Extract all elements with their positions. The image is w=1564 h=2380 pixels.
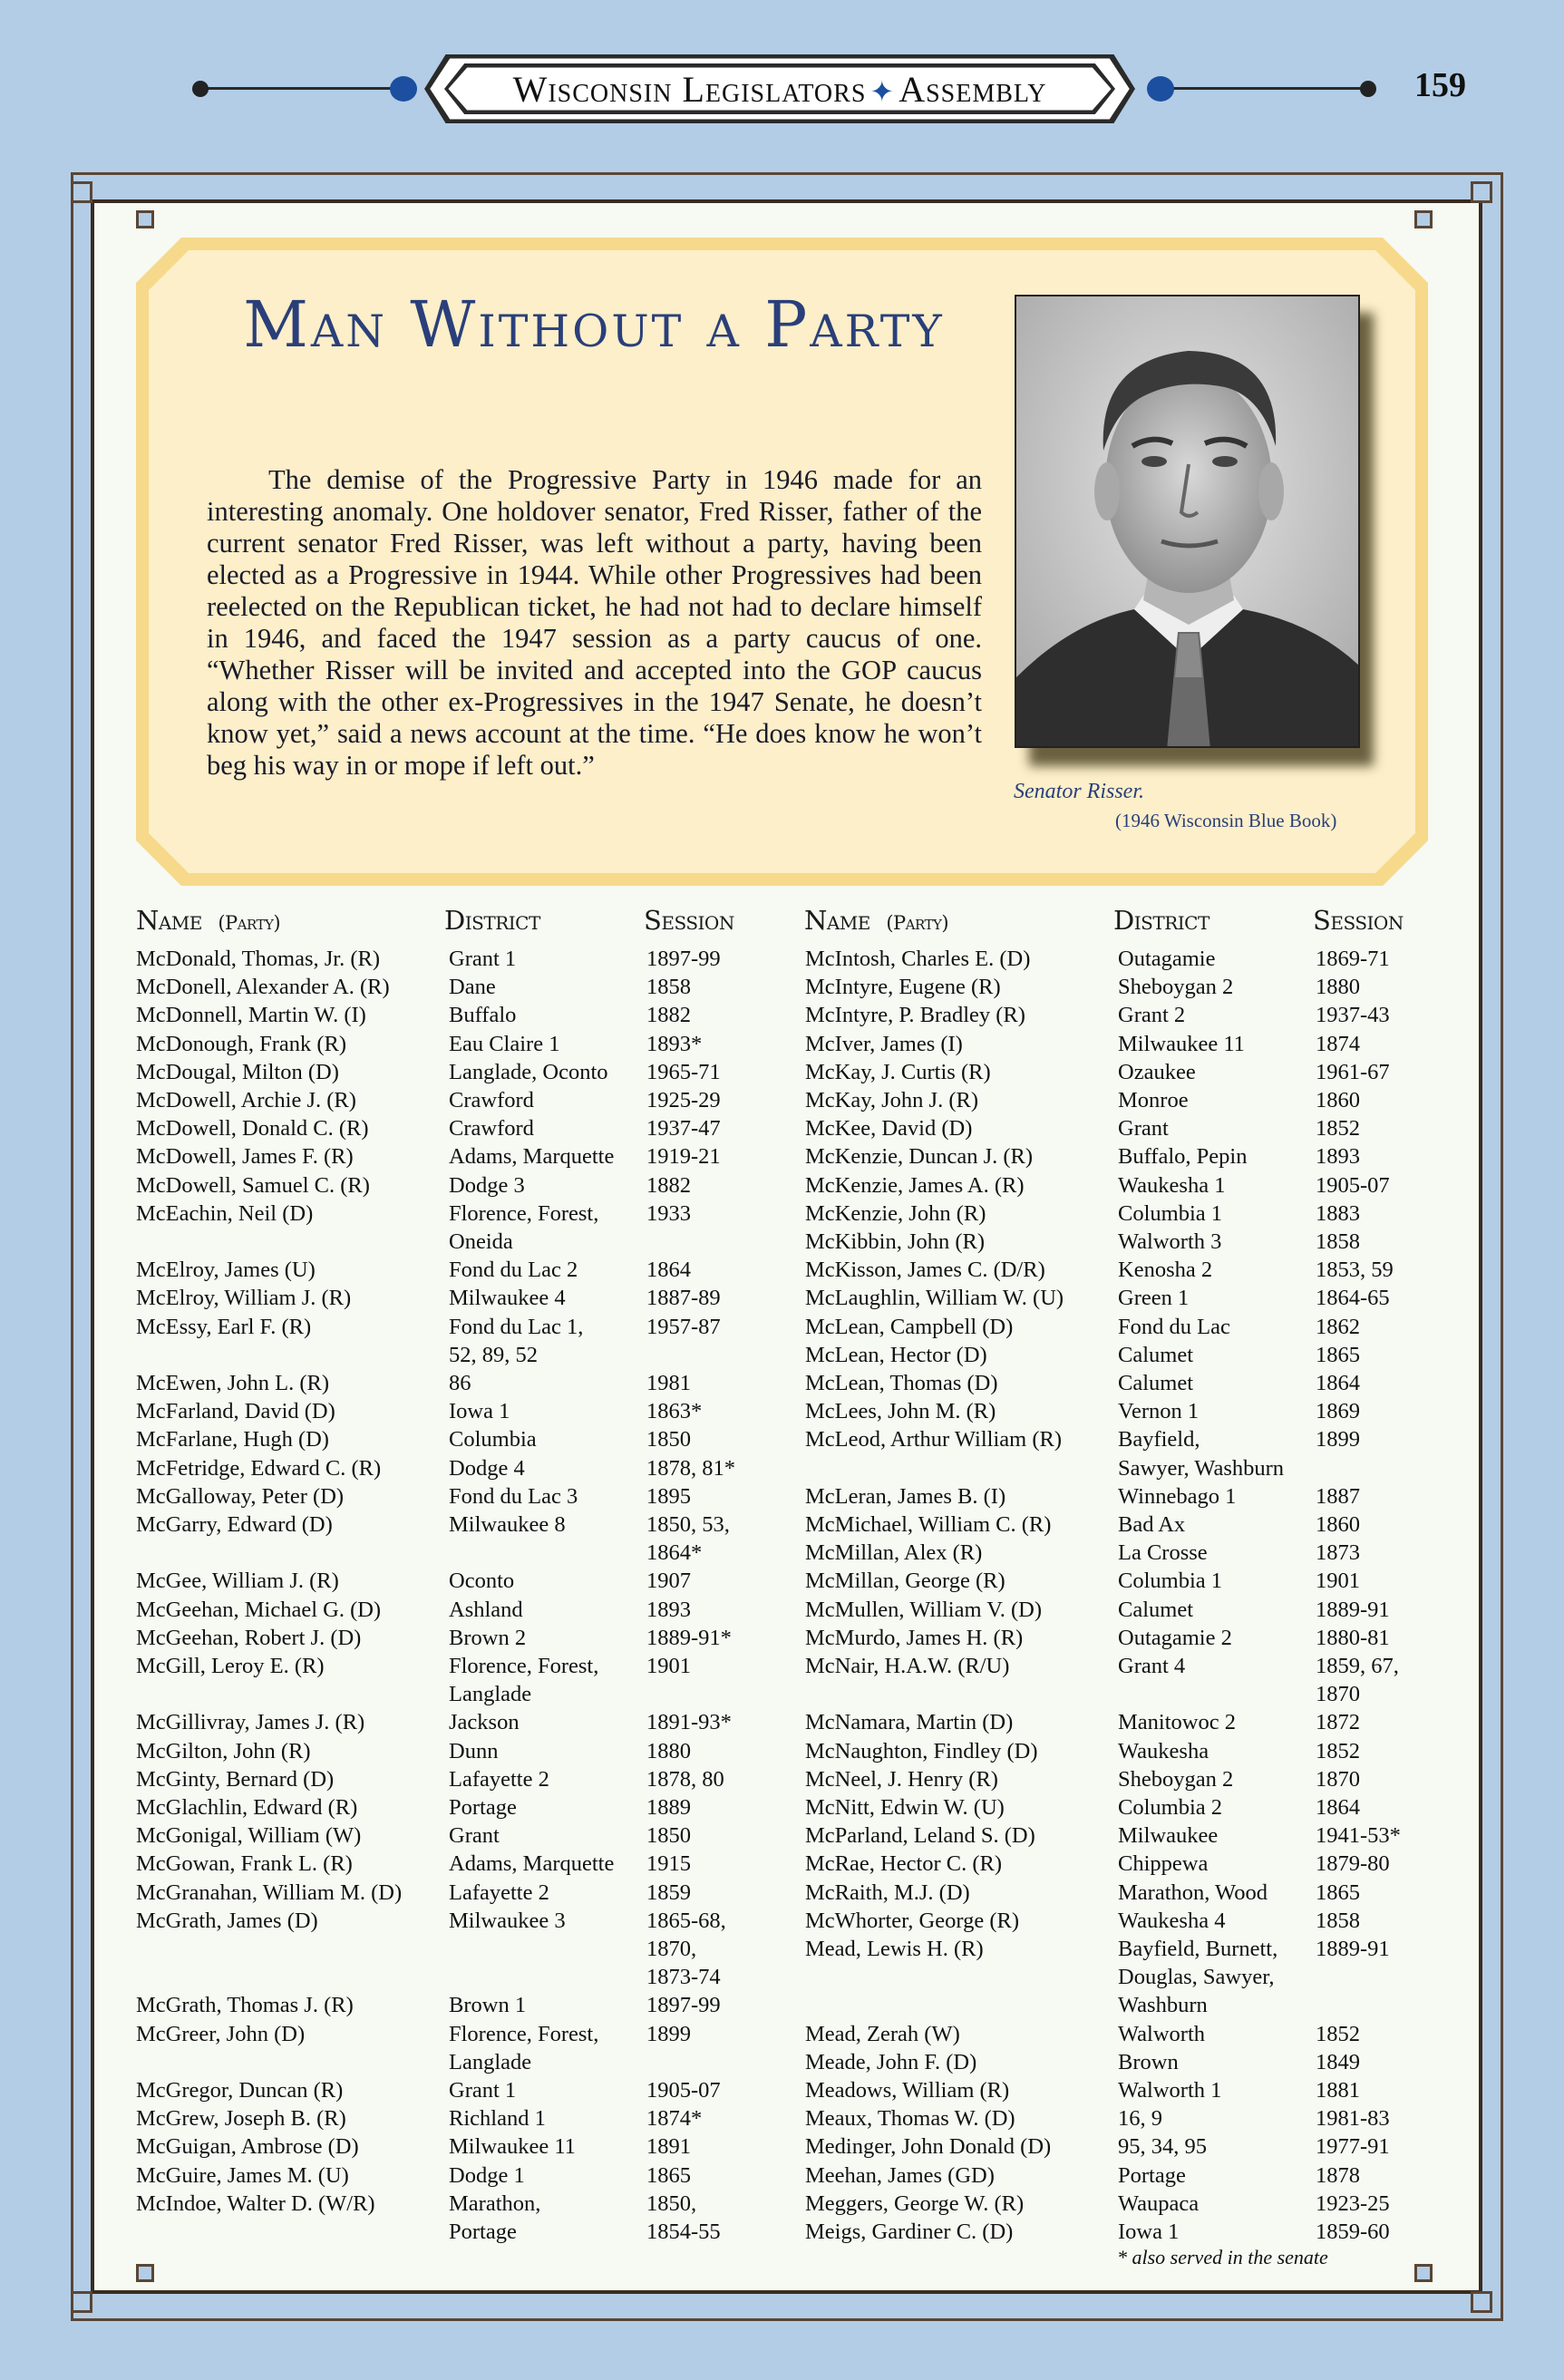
district-cell: Ozaukee — [1118, 1059, 1196, 1084]
photo-source: (1946 Wisconsin Blue Book) — [1115, 810, 1337, 831]
legislator-name: McMurdo, James H. (R) — [805, 1625, 1024, 1650]
district-cell: Fond du Lac 1, — [449, 1314, 584, 1339]
legislator-name: McDonald, Thomas, Jr. (R) — [136, 947, 381, 971]
district-cell: Sheboygan 2 — [1118, 975, 1234, 1000]
district-cell: Washburn — [1118, 1993, 1208, 2018]
col-head-session-right: Session — [1313, 905, 1404, 936]
session-cell: 1957-87 — [646, 1314, 721, 1339]
session-cell: 1880 — [646, 1738, 691, 1763]
legislator-name: McRae, Hector C. (R) — [805, 1851, 1003, 1877]
district-cell: Calumet — [1118, 1371, 1194, 1395]
district-cell: Walworth 1 — [1118, 2078, 1222, 2103]
district-cell: 16, 9 — [1118, 2106, 1162, 2132]
legislator-name: McMillan, George (R) — [805, 1569, 1005, 1594]
legislator-name: McGreer, John (D) — [136, 2021, 306, 2046]
district-cell: Columbia 1 — [1118, 1200, 1223, 1226]
session-cell: 1849 — [1316, 2049, 1360, 2074]
district-cell: Marathon, Wood — [1118, 1880, 1268, 1905]
session-cell: 1887-89 — [646, 1286, 721, 1311]
district-cell: Milwaukee 3 — [449, 1908, 566, 1933]
legislator-name: McIntyre, P. Bradley (R) — [805, 1003, 1025, 1028]
session-cell: 1874 — [1316, 1031, 1360, 1056]
portrait-image — [1016, 296, 1360, 748]
district-cell: Grant 1 — [449, 2078, 517, 2103]
district-cell: Bayfield, Burnett, — [1118, 1937, 1278, 1961]
session-cell: 1897-99 — [646, 947, 721, 971]
session-cell: 1854-55 — [646, 2219, 721, 2244]
district-cell: Lafayette 2 — [449, 1766, 549, 1792]
session-cell: 1893 — [646, 1597, 691, 1622]
session-cell: 1870 — [1316, 1766, 1360, 1792]
session-cell: 1977-91 — [1316, 2134, 1390, 2160]
legislator-name: McGlachlin, Edward (R) — [136, 1795, 358, 1820]
legislator-name: McGeehan, Michael G. (D) — [136, 1597, 382, 1622]
district-cell: Iowa 1 — [449, 1399, 510, 1424]
district-cell: Sawyer, Washburn — [1118, 1455, 1285, 1481]
district-cell: Bayfield, — [1118, 1427, 1200, 1452]
session-cell: 1870 — [1316, 1682, 1360, 1707]
legislator-name: McNeel, J. Henry (R) — [805, 1766, 998, 1792]
district-cell: Ashland — [449, 1597, 523, 1622]
session-cell: 1933 — [646, 1200, 691, 1226]
legislator-name: McElroy, James (U) — [136, 1258, 316, 1283]
district-cell: Jackson — [449, 1710, 520, 1735]
legislator-name: McGee, William J. (R) — [136, 1569, 339, 1594]
district-cell: Portage — [449, 1795, 517, 1820]
district-cell: Milwaukee — [1118, 1823, 1219, 1849]
district-cell: Adams, Marquette — [449, 1851, 615, 1877]
district-cell: Fond du Lac 3 — [449, 1483, 578, 1509]
session-cell: 1858 — [1316, 1229, 1360, 1254]
session-cell: 1941-53* — [1316, 1823, 1401, 1849]
session-cell: 1981-83 — [1316, 2106, 1390, 2132]
frame-corner — [1414, 210, 1433, 228]
legislator-name: Meggers, George W. (R) — [805, 2191, 1025, 2216]
session-cell: 1859 — [646, 1880, 691, 1905]
session-cell: 1937-43 — [1316, 1003, 1390, 1028]
legislator-name: McGillivray, James J. (R) — [136, 1710, 365, 1735]
session-cell: 1860 — [1316, 1512, 1360, 1537]
session-cell: 1899 — [1316, 1427, 1360, 1452]
legislator-name: McGregor, Duncan (R) — [136, 2078, 344, 2103]
legislator-name: Meade, John F. (D) — [805, 2049, 977, 2074]
district-cell: Calumet — [1118, 1597, 1194, 1622]
district-cell: Manitowoc 2 — [1118, 1710, 1236, 1735]
session-cell: 1893* — [646, 1031, 703, 1056]
legislator-name: McElroy, William J. (R) — [136, 1286, 352, 1311]
session-cell: 1858 — [1316, 1908, 1360, 1933]
session-cell: 1860 — [1316, 1088, 1360, 1112]
running-head-left: Wisconsin Legislators — [512, 68, 867, 110]
legislator-name: McDowell, Samuel C. (R) — [136, 1172, 370, 1198]
col-head-name-left: Name (Party) — [136, 905, 281, 936]
legislator-name: McDonnell, Martin W. (I) — [136, 1003, 366, 1028]
legislator-name: McKee, David (D) — [805, 1116, 973, 1141]
legislator-name: McLeran, James B. (I) — [805, 1483, 1006, 1509]
legislator-name: McGrath, James (D) — [136, 1908, 318, 1933]
session-cell: 1895 — [646, 1483, 691, 1509]
legislator-name: McDonell, Alexander A. (R) — [136, 975, 390, 1000]
district-cell: Adams, Marquette — [449, 1144, 615, 1170]
session-cell: 1879-80 — [1316, 1851, 1390, 1877]
legislator-name: McLaughlin, William W. (U) — [805, 1286, 1064, 1311]
district-cell: Marathon, — [449, 2191, 541, 2216]
session-cell: 1862 — [1316, 1314, 1360, 1339]
session-cell: 1850 — [646, 1823, 691, 1849]
session-cell: 1883 — [1316, 1200, 1360, 1226]
district-cell: Crawford — [449, 1116, 534, 1141]
legislator-name: McDowell, James F. (R) — [136, 1144, 354, 1170]
legislator-name: McKenzie, Duncan J. (R) — [805, 1144, 1034, 1170]
running-head — [424, 54, 1135, 123]
session-cell: 1891 — [646, 2134, 691, 2160]
district-cell: Richland 1 — [449, 2106, 546, 2132]
district-cell: Waupaca — [1118, 2191, 1200, 2216]
col-head-session-left: Session — [644, 905, 734, 936]
district-cell: Florence, Forest, — [449, 1200, 599, 1226]
session-cell: 1852 — [1316, 1116, 1360, 1141]
district-cell: Douglas, Sawyer, — [1118, 1965, 1275, 1990]
session-cell: 1852 — [1316, 1738, 1360, 1763]
photo-caption: Senator Risser. — [1014, 780, 1144, 803]
district-cell: Milwaukee 11 — [1118, 1031, 1245, 1056]
frame-corner — [71, 181, 92, 203]
page-header — [0, 53, 1564, 125]
header-dot-right — [1360, 81, 1376, 97]
legislator-name: McGinty, Bernard (D) — [136, 1766, 335, 1792]
session-cell: 1923-25 — [1316, 2191, 1390, 2216]
frame-corner — [71, 2291, 92, 2313]
district-cell: Milwaukee 11 — [449, 2134, 576, 2160]
session-cell: 1880-81 — [1316, 1625, 1390, 1650]
legislator-name: McDowell, Archie J. (R) — [136, 1088, 356, 1112]
compass-star-icon: ✦ — [869, 74, 896, 108]
session-cell: 1905-07 — [646, 2078, 721, 2103]
legislator-name: McGilton, John (R) — [136, 1738, 311, 1763]
district-cell: Buffalo, Pepin — [1118, 1144, 1248, 1170]
district-cell: Grant — [449, 1823, 500, 1849]
district-cell: Columbia 2 — [1118, 1795, 1223, 1820]
district-cell: Kenosha 2 — [1118, 1258, 1213, 1283]
district-cell: Iowa 1 — [1118, 2220, 1180, 2244]
legislator-name: McFarland, David (D) — [136, 1399, 335, 1424]
district-cell: Outagamie — [1118, 947, 1216, 971]
session-cell: 1889 — [646, 1795, 691, 1820]
district-cell: Columbia 1 — [1118, 1569, 1223, 1594]
legislator-name: McMichael, William C. (R) — [805, 1512, 1052, 1537]
session-cell: 1864* — [646, 1540, 703, 1566]
session-cell: 1905-07 — [1316, 1172, 1390, 1198]
legislator-name: McLean, Hector (D) — [805, 1342, 987, 1367]
footnote: * also served in the senate — [1117, 2246, 1328, 2268]
district-cell: Chippewa — [1118, 1851, 1209, 1877]
frame-corner — [1414, 2264, 1433, 2282]
district-cell: Grant 1 — [449, 947, 517, 971]
session-cell: 1853, 59 — [1316, 1258, 1394, 1283]
legislator-name: McNair, H.A.W. (R/U) — [805, 1654, 1010, 1678]
session-cell: 1981 — [646, 1371, 691, 1395]
legislator-name: McKay, J. Curtis (R) — [805, 1059, 991, 1084]
district-cell: Dunn — [449, 1738, 499, 1763]
session-cell: 1873 — [1316, 1540, 1360, 1566]
district-cell: Brown 1 — [449, 1993, 527, 2018]
legislator-name: McLean, Campbell (D) — [805, 1314, 1014, 1339]
session-cell: 1901 — [646, 1654, 691, 1678]
legislator-name: McGonigal, William (W) — [136, 1823, 362, 1849]
legislator-name: McKay, John J. (R) — [805, 1088, 978, 1112]
page-number: 159 — [1414, 66, 1466, 104]
header-ornament-left — [390, 76, 417, 102]
portrait-photo — [1015, 295, 1360, 748]
district-cell: La Crosse — [1118, 1540, 1208, 1566]
sidebar-title: Man Without a Party — [243, 287, 945, 362]
district-cell: Buffalo — [449, 1003, 517, 1028]
session-cell: 1915 — [646, 1851, 691, 1877]
sidebar-body: The demise of the Progressive Party in 1946 made for an interesting anomaly. One holdover senator, Fred Risser, father of the current senator Fred Risser, was left without a party, having been elected as a Progressive in 1944. While other Progressives had been reelected on the Republican ticket, he had not had to declare himself in 1946, and faced the 1947 session as a party caucus of one. “Whether Risser will be invited and accepted into the GOP caucus along with the other ex-Progressives in the 1947 Senate, he doesn’t know yet,” said a news account at the time. “He does know he won’t beg his way in or mope if left out.” — [207, 464, 982, 781]
district-cell: Monroe — [1118, 1088, 1189, 1112]
district-cell: Lafayette 2 — [449, 1880, 549, 1905]
session-cell: 1878, 80 — [646, 1766, 724, 1792]
district-cell: Oconto — [449, 1569, 515, 1594]
session-cell: 1865-68, — [646, 1908, 726, 1933]
header-dot-left — [192, 81, 209, 97]
legislator-name: McGeehan, Robert J. (D) — [136, 1625, 362, 1650]
session-cell: 1882 — [646, 1172, 691, 1198]
session-cell: 1865 — [1316, 1880, 1360, 1905]
legislator-name: Mead, Zerah (W) — [805, 2021, 960, 2046]
session-cell: 1864 — [1316, 1371, 1360, 1395]
legislator-name: McGill, Leroy E. (R) — [136, 1654, 325, 1678]
session-cell: 1881 — [1316, 2078, 1360, 2103]
session-cell: 1878, 81* — [646, 1455, 735, 1481]
district-cell: Crawford — [449, 1088, 534, 1112]
district-cell: Fond du Lac — [1118, 1314, 1230, 1339]
session-cell: 1872 — [1316, 1710, 1360, 1735]
session-cell: 1852 — [1316, 2021, 1360, 2046]
district-cell: Portage — [1118, 2162, 1186, 2188]
running-head-right: Assembly — [899, 68, 1047, 110]
session-cell: 1925-29 — [646, 1088, 721, 1112]
session-cell: 1901 — [1316, 1569, 1360, 1594]
frame-corner — [136, 210, 154, 228]
session-cell: 1850 — [646, 1427, 691, 1452]
district-cell: Milwaukee 4 — [449, 1286, 566, 1311]
session-cell: 1889-91* — [646, 1625, 732, 1650]
legislator-name: McKenzie, James A. (R) — [805, 1172, 1025, 1198]
district-cell: Waukesha — [1118, 1738, 1209, 1763]
session-cell: 1965-71 — [646, 1059, 721, 1084]
session-cell: 1863* — [646, 1399, 703, 1424]
district-cell: Winnebago 1 — [1118, 1483, 1237, 1509]
district-cell: Eau Claire 1 — [449, 1031, 560, 1056]
district-cell: Vernon 1 — [1118, 1399, 1200, 1424]
legislator-name: McNaughton, Findley (D) — [805, 1738, 1038, 1763]
district-cell: Walworth — [1118, 2021, 1206, 2046]
legislator-name: McDowell, Donald C. (R) — [136, 1116, 369, 1141]
district-cell: Waukesha 1 — [1118, 1172, 1226, 1198]
district-cell: Dodge 3 — [449, 1172, 525, 1198]
legislator-name: Meigs, Gardiner C. (D) — [805, 2220, 1014, 2244]
district-cell: Calumet — [1118, 1342, 1194, 1367]
district-cell: Columbia — [449, 1427, 537, 1452]
legislator-name: McEwen, John L. (R) — [136, 1371, 329, 1395]
session-cell: 1882 — [646, 1003, 691, 1028]
legislator-name: McWhorter, George (R) — [805, 1908, 1019, 1933]
session-cell: 1864 — [1316, 1795, 1360, 1820]
district-cell: Grant 2 — [1118, 1003, 1186, 1028]
district-cell: Bad Ax — [1118, 1512, 1186, 1537]
session-cell: 1919-21 — [646, 1144, 721, 1170]
session-cell: 1850, — [646, 2191, 697, 2216]
district-cell: Fond du Lac 2 — [449, 1258, 578, 1283]
session-cell: 1869-71 — [1316, 947, 1390, 971]
col-head-name-right: Name (Party) — [804, 905, 949, 936]
legislator-name: McLean, Thomas (D) — [805, 1371, 998, 1395]
district-cell: Brown 2 — [449, 1625, 527, 1650]
legislator-name: McGarry, Edward (D) — [136, 1512, 333, 1537]
legislator-name: McParland, Leland S. (D) — [805, 1823, 1035, 1849]
legislator-name: McIndoe, Walter D. (W/R) — [136, 2191, 375, 2216]
legislator-name: Mead, Lewis H. (R) — [805, 1937, 984, 1961]
legislator-name: McGuigan, Ambrose (D) — [136, 2134, 359, 2160]
legislator-name: McNamara, Martin (D) — [805, 1710, 1014, 1735]
session-cell: 1858 — [646, 975, 691, 1000]
session-cell: 1870, — [646, 1936, 697, 1961]
district-cell: Grant — [1118, 1116, 1169, 1141]
district-cell: Walworth 3 — [1118, 1229, 1222, 1254]
session-cell: 1887 — [1316, 1483, 1360, 1509]
district-cell: Langlade, Oconto — [449, 1059, 608, 1084]
district-cell: Dodge 4 — [449, 1455, 525, 1481]
district-cell: Oneida — [449, 1229, 513, 1254]
col-head-district-left: District — [444, 905, 540, 936]
legislator-name: McNitt, Edwin W. (U) — [805, 1795, 1005, 1820]
legislator-name: McDougal, Milton (D) — [136, 1059, 339, 1084]
session-cell: 1889-91 — [1316, 1937, 1390, 1961]
legislator-name: McLeod, Arthur William (R) — [805, 1427, 1062, 1452]
district-cell: Outagamie 2 — [1118, 1625, 1232, 1650]
session-cell: 1865 — [646, 2162, 691, 2188]
district-cell: Florence, Forest, — [449, 2021, 599, 2046]
legislator-name: McFetridge, Edward C. (R) — [136, 1455, 382, 1481]
legislator-name: McMillan, Alex (R) — [805, 1540, 983, 1566]
legislator-name: McIntosh, Charles E. (D) — [805, 947, 1031, 971]
session-cell: 1889-91 — [1316, 1597, 1390, 1622]
legislator-name: McKisson, James C. (D/R) — [805, 1258, 1045, 1283]
legislator-name: Meaux, Thomas W. (D) — [805, 2106, 1015, 2132]
session-cell: 1907 — [646, 1569, 691, 1594]
frame-corner — [1471, 2291, 1492, 2313]
district-cell: Grant 4 — [1118, 1654, 1186, 1678]
session-cell: 1878 — [1316, 2162, 1360, 2188]
session-cell: 1880 — [1316, 975, 1360, 1000]
session-cell: 1864-65 — [1316, 1286, 1390, 1311]
header-rule-right — [1161, 87, 1369, 90]
session-cell: 1873-74 — [646, 1965, 721, 1990]
frame-corner — [1471, 181, 1492, 203]
legislator-name: McRaith, M.J. (D) — [805, 1880, 970, 1905]
district-cell: Langlade — [449, 1682, 532, 1707]
district-cell: Brown — [1118, 2049, 1179, 2074]
session-cell: 1899 — [646, 2021, 691, 2046]
session-cell: 1891-93* — [646, 1710, 732, 1735]
session-cell: 1937-47 — [646, 1116, 721, 1141]
frame-corner — [136, 2264, 154, 2282]
legislator-name: Meadows, William (R) — [805, 2078, 1010, 2103]
session-cell: 1961-67 — [1316, 1059, 1390, 1084]
district-cell: Green 1 — [1118, 1286, 1190, 1311]
session-cell: 1893 — [1316, 1144, 1360, 1170]
legislator-name: McGrew, Joseph B. (R) — [136, 2106, 346, 2132]
district-cell: Dodge 1 — [449, 2162, 525, 2188]
district-cell: Waukesha 4 — [1118, 1908, 1226, 1933]
session-cell: 1865 — [1316, 1342, 1360, 1367]
legislator-name: Medinger, John Donald (D) — [805, 2134, 1052, 2160]
legislator-name: McGalloway, Peter (D) — [136, 1483, 345, 1509]
session-cell: 1850, 53, — [646, 1512, 730, 1537]
legislator-name: McIntyre, Eugene (R) — [805, 975, 1001, 1000]
district-cell: Sheboygan 2 — [1118, 1766, 1234, 1792]
district-cell: 52, 89, 52 — [449, 1342, 538, 1367]
session-cell: 1874* — [646, 2106, 703, 2132]
session-cell: 1864 — [646, 1258, 691, 1283]
legislator-name: McLees, John M. (R) — [805, 1399, 996, 1424]
legislator-name: McEssy, Earl F. (R) — [136, 1314, 312, 1339]
legislator-name: McGrath, Thomas J. (R) — [136, 1993, 354, 2018]
col-head-district-right: District — [1113, 905, 1209, 936]
legislator-name: McKibbin, John (R) — [805, 1229, 986, 1254]
district-cell: Portage — [449, 2219, 517, 2244]
session-cell: 1859, 67, — [1316, 1654, 1399, 1678]
district-cell: Dane — [449, 975, 496, 1000]
district-cell: Langlade — [449, 2049, 532, 2074]
district-cell: Milwaukee 8 — [449, 1512, 566, 1537]
legislator-name: McEachin, Neil (D) — [136, 1200, 314, 1226]
legislator-name: McIver, James (I) — [805, 1031, 963, 1056]
session-cell: 1897-99 — [646, 1993, 721, 2018]
legislator-name: McGuire, James M. (U) — [136, 2162, 349, 2188]
legislator-name: McDonough, Frank (R) — [136, 1031, 347, 1056]
session-cell: 1869 — [1316, 1399, 1360, 1424]
header-rule-left — [201, 87, 401, 90]
district-cell: 95, 34, 95 — [1118, 2134, 1207, 2160]
legislator-name: McGranahan, William M. (D) — [136, 1880, 403, 1905]
header-ornament-right — [1147, 76, 1174, 102]
legislator-name: McKenzie, John (R) — [805, 1200, 986, 1226]
session-cell: 1859-60 — [1316, 2220, 1390, 2244]
legislator-name: McFarlane, Hugh (D) — [136, 1427, 329, 1452]
legislator-name: McGowan, Frank L. (R) — [136, 1851, 353, 1877]
legislator-name: Meehan, James (GD) — [805, 2162, 995, 2188]
district-cell: 86 — [449, 1371, 471, 1395]
legislator-name: McMullen, William V. (D) — [805, 1597, 1043, 1622]
district-cell: Florence, Forest, — [449, 1654, 599, 1678]
